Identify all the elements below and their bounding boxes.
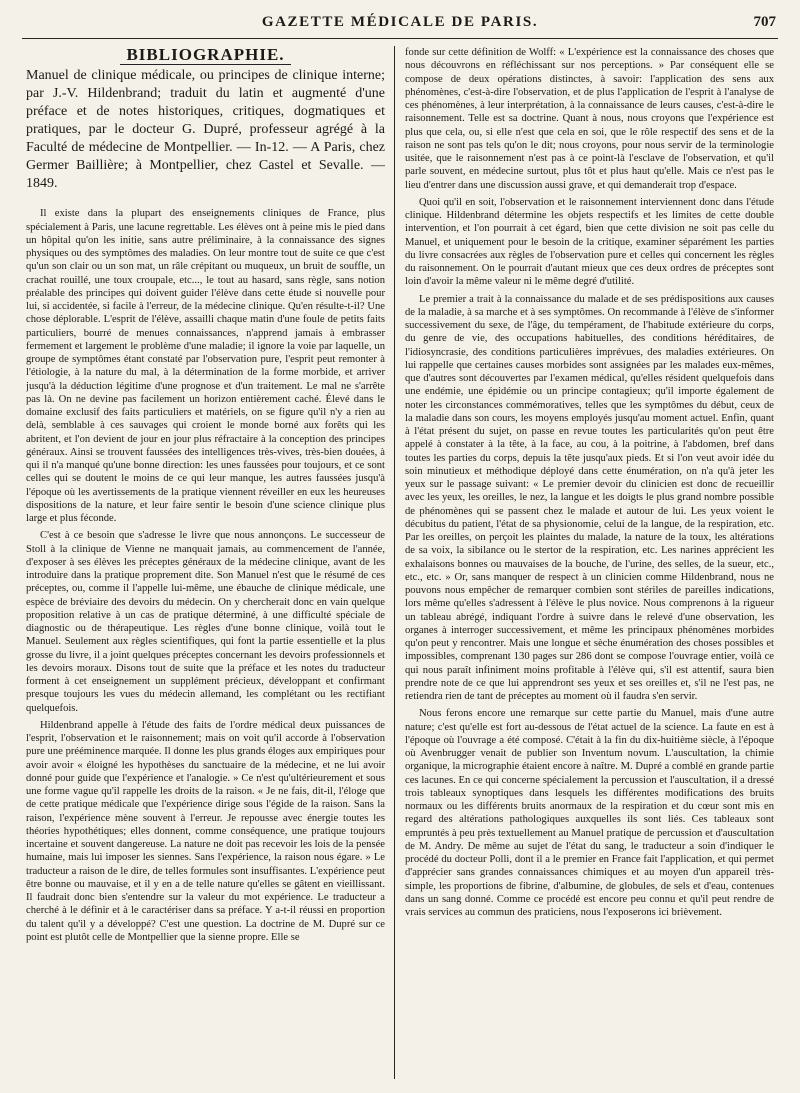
paragraph: Quoi qu'il en soit, l'observation et le raisonnement interviennent donc dans l'étude clinique. Hildenbrand détermine les objets respectifs et les limites de cette double intervention, et l'on pourrait à cet égard, bien que cette division ne soit pas celle du Manuel, et uniquement pour le besoin de la critique, examiner séparément les parties du livre consacrées aux règles de l'observation pure et celles qui concernent les règles du raisonnement. On le pourrait d'autant mieux que ces deux ordres de préceptes sont loin d'avoir la même valeur ni le même degré d'utilité. bbox=[405, 196, 774, 288]
book-reference: Manuel de clinique médicale, ou principes de clinique interne; par J.-V. Hildenbrand; traduit du latin et augmenté d'une préface et de notes historiques, critiques, dogmatiques et pratiques, par le docteur G. Dupré, professeur agrégé à la Faculté de médecine de Montpellier. — In-12. — A Paris, chez Germer Baillière; à Montpellier, chez Castel et Sevalle. — 1849. bbox=[26, 68, 385, 192]
left-column bbox=[26, 46, 385, 1085]
paragraph: Nous ferons encore une remarque sur cette partie du Manuel, mais d'une autre nature; c'est qu'elle est fort au-dessous de l'état actuel de la science. La faute en est à l'époque où l'ouvrage a été composé. C'était à la fin du dix-huitième siècle, à l'époque où Avenbrugger venait de publier son Inventum novum. L'auscultation, la chimie organique, la micrographie étaient encore à naître. M. Dupré a comblé en grande partie ces lacunes. En ce qui concerne spécialement la percussion et l'auscultation, il a dressé trois tableaux synoptiques dans lesquels les différentes modifications des bruits normaux ou les différents bruits anormaux de la respiration et du cœur sont mis en regard des altérations pathologiques auxquelles ils sont liés. Ces tableaux sont empruntés à peu près textuellement au Manuel pratique de percussion et d'auscultation de M. Andry. De même au sujet de l'état du sang, le traducteur a soin d'indiquer le procédé du docteur Polli, dont il a le premier en France fait l'application, et qui permet d'apprécier sans grandes connaissances chimiques et au moyen d'un appareil très-simple, les proportions de fibrine, d'albumine, de globules, de sels et d'eau, contenues dans un sang donné. Comme ce procédé est encore peu connu et qu'il peut rendre de vrais services au commun des praticiens, nous l'exposerons ici brièvement. bbox=[405, 708, 774, 918]
column-divider bbox=[394, 46, 395, 1079]
paragraph: fonde sur cette définition de Wolff: « L'expérience est la connaissance des choses que nous découvrons en réfléchissant sur nos perceptions. » Par conséquent elle se compose de deux opérations distinctes, à savoir: l'application des sens aux phénomènes, c'est-à-dire l'observation, et de plus l'application de l'esprit à l'analyse de ces phénomènes, à leur interprétation, à la connaissance de leurs causes, c'est-à-dire le raisonnement. Telle est sa doctrine. Quant à nous, nous croyons que l'expérience est plus que cela, ou, si elle n'est que cela en soi, que le rôle respectif des sens et de la raison ne sont pas tels qu'on le dit; nous croyons, pour nous servir de la terminologie usitée, que le raisonnement n'est pas à ce point-là l'esclave de l'observation, et qu'il parle souvent, en médecine surtout, plus tôt et plus haut qu'elle. Mais ce n'est pas le lieu d'entrer dans une discussion aussi grave, et qui demanderait trop d'espace. bbox=[405, 47, 774, 191]
paragraph: Le premier a trait à la connaissance du malade et de ses prédispositions aux causes de la maladie, à sa marche et à ses symptômes. On recommande à l'élève de s'informer successivement du sexe, de l'âge, du tempérament, de l'habitude extérieure du corps, du genre de vie, des occupations habituelles, des conditions héréditaires, de l'idiosyncrasie, des conditions particulières imprévues, des maladies extérieures. On lui rappelle que certaines causes morbides sont assignées par les malades eux-mêmes, que d'autres sont découvertes par l'examen médical, qu'elles résident quelquefois dans une endémie, une épidémie ou un principe contagieux; qu'il importe également de noter les circonstances commémoratives, telles que les symptômes du début, ceux de la maladie dans son cours, les moyens employés jusqu'au moment actuel. Enfin, quant à l'état présent du sujet, on passe en revue toutes les particularités qu'on peut être appelé à constater à la tête, à la face, au cou, à la poitrine, à l'abdomen, bref dans toutes les parties du corps, depuis la tête jusqu'aux pieds. Et si l'on veut avoir idée du soin minutieux et méthodique déployé dans cette énumération, on n'a qu'à jeter les yeux sur le passage suivant: « Le premier devoir du clinicien est donc de recueillir avec les yeux, les oreilles, le nez, la langue et les doigts le plus grand nombre possible de phénomènes qui se passent chez le malade et autour de lui. Les yeux voient le décubitus du patient, l'état de sa physionomie, celui de la langue, de la respiration, etc. Par les oreilles, on perçoit les plaintes du malade, la nature de la toux, les altérations de sa voix, la sibilance ou le stertor de la respiration, etc. Les narines apprécient les exhalaisons bonnes ou mauvaises de la bouche, de l'urine, des selles, de la sueur, etc., etc., etc. » Or, sans manquer de respect à un clinicien comme Hildenbrand, nous ne pouvons nous empêcher de remarquer combien sont stériles de pareilles indications, lors même qu'elles s'adressent à l'élève le plus novice. Nous comprenons à la rigueur un tableau abrégé, indiquant l'ordre à suivre dans le relevé d'une observation, les organes à interroger successivement, et même les principaux phénomènes morbides qu'on peut y rencontrer. Mais une longue et sèche énumération des choses possibles et impossibles, comprenant 130 pages sur 286 dont se compose l'ouvrage entier, voilà ce qui nous paraît infiniment moins profitable à l'élève qui, s'il est attentif, saura bien prendre note de ce que lui apprendront ses yeux et ses oreilles et, s'il ne l'est pas, ne retiendra rien de tant de préceptes au moment où il faudra s'en servir. bbox=[405, 293, 774, 702]
paragraph: Il existe dans la plupart des enseignements cliniques de France, plus spécialement à Paris, une lacune regrettable. Les élèves ont à peine mis le pied dans un hôpital qu'on les initie, sans autre préliminaire, à la connaissance des signes physiques ou des symptômes des maladies. On leur montre tout de suite ce que c'est qu'un son clair ou un son mat, un râle crépitant ou muqueux, un bruit de souffle, un crachat rouillé, une toux croupale, etc..., le tout au hasard, sans règle, sans notion préalable des principes qui doivent guider l'élève dans cette étude si nouvelle pour lui, si accidentée, si facile à l'erreur, de la médecine clinique. Qu'en résulte-t-il? Une chose déplorable. L'esprit de l'élève, assailli chaque matin d'une foule de petits faits particuliers, bourré de menues connaissances, n'apprend jamais à embrasser fermement et largement le problème d'une maladie; il ignore la voie par laquelle, un groupe de symptômes étant constaté par l'observation pure, l'esprit peut remonter à l'étiologie, à la nature du mal, à la détermination de la forme morbide, et arriver jusqu'à la déduction légitime d'une prognose et d'un traitement. Le mal ne s'arrête pas là. On ne devine pas facilement un horizon entièrement caché. Élevé dans le domaine exclusif des faits particuliers et matériels, on se figure qu'il n'y a rien au delà, semblable à ces sauvages qui croient le monde borné aux forêts qui les abritent, et l'on devient de jour en jour plus réfractaire à la conception des principes généraux. Ainsi se trouvent faussées des intelligences très-vives, très-bien douées, à qui il n'a manqué qu'une bonne direction: les unes faussées pour toujours, et ce sont celles qui se doutent le moins de ce qui leur manque, les autres faussées jusqu'à l'époque où les avertissements de la pratique viennent réveiller en eux les heureuses dispositions de la nature, et leur faire sentir le besoin d'une science clinique plus large et plus féconde. bbox=[26, 208, 385, 524]
paragraph: C'est à ce besoin que s'adresse le livre que nous annonçons. Le successeur de Stoll à la clinique de Vienne ne manquait jamais, au commencement de l'année, d'exposer à ses élèves les préceptes généraux de la médecine clinique, avant de les introduire dans la pratique proprement dite. Son Manuel n'est que le résumé de ces préceptes, ou, comme il l'appelle lui-même, une ébauche de clinique médicale, une espèce de bréviaire des devoirs du médecin. On y chercherait donc en vain quelque proposition relative à un cas de pratique déterminé, à une difficulté spéciale de diagnostic ou de thérapeutique. Les règles d'une bonne clinique, voilà tout le Manuel. Seulement aux règles scientifiques, qui font la partie essentielle et la plus grosse du livre, il a joint quelques préceptes concernant les devoirs professionnels et les devoirs moraux. Disons tout de suite que la préface et les notes du traducteur forment à cet enseignement un supplément précieux, développant et confirmant presque toujours les vues du médecin allemand, les complétant ou les rectifiant quelquefois. bbox=[26, 530, 385, 714]
paragraph: Hildenbrand appelle à l'étude des faits de l'ordre médical deux puissances de l'esprit, l'observation et le raisonnement; mais on voit qu'il accorde à l'observation pure une prééminence marquée. Il donne les plus grands éloges aux empiriques pour avoir avoir « éloigné les hypothèses du sanctuaire de la médecine, et ne lui avoir donné pour guide que l'expérience et l'analogie. » Ce n'est qu'ultérieurement et sous une forme vague qu'il rappelle les droits de la raison. « Je ne fais, dit-il, l'éloge que de cette pratique médicale que l'expérience dirige sous l'égide de la raison. Sans la raison, l'expérience mène souvent à l'erreur. Je repousse avec énergie toutes les théories hypothétiques; elles donnent, comme conséquence, une pratique toujours incertaine et souvent dangereuse. La nature ne doit pas recevoir les lois de la pensée humaine, mais lui imposer les siennes. Sans l'expérience, la raison nous égare. » Le traducteur a raison de le dire, de telles formules sont insuffisantes. L'expérience peut être bonne ou mauvaise, et il y en a de telle nature qu'elles se gâtent en vieillissant. Il faudrait donc bien s'entendre sur la valeur du mot expérience. Le traducteur a cherché à le définir et à le caractériser dans sa préface. Y a-t-il réussi en proportion du talent qu'il y a développé? C'est une question. La doctrine de M. Dupré sur ce point est plutôt celle de Montpellier que la sienne propre. Elle se bbox=[26, 719, 385, 943]
page-number: 707 bbox=[753, 14, 776, 30]
page-header bbox=[22, 14, 778, 39]
section-title: BIBLIOGRAPHIE. bbox=[26, 48, 385, 61]
running-title: GAZETTE MÉDICALE DE PARIS. bbox=[261, 14, 539, 30]
right-column bbox=[405, 46, 774, 1085]
